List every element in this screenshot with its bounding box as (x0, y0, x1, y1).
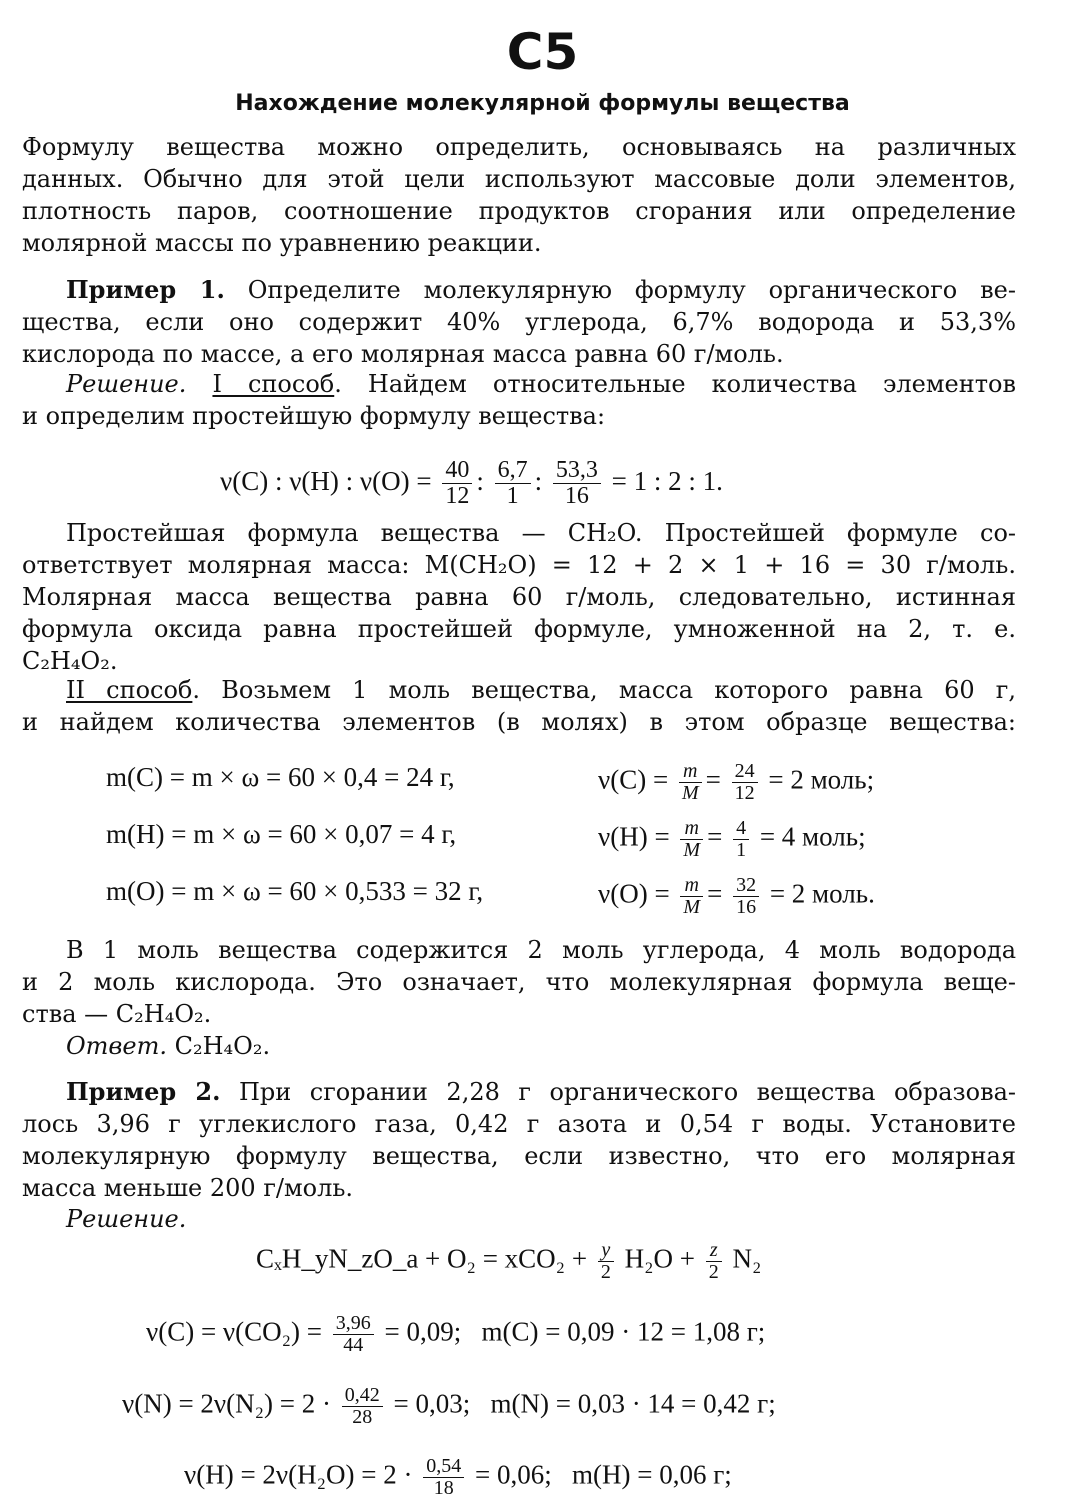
fraction: $\frac{m}{M}$ (679, 761, 702, 804)
simplest-line: ответствует молярная масса: M(CH₂O) = 12 + 2 × 1 + 16 = 30 г/моль. (22, 551, 1016, 579)
solution-label: Решение. (66, 370, 187, 398)
example2-problem-line: лось 3,96 г углекислого газа, 0,42 г азота и 0,54 г воды. Установите (22, 1110, 1016, 1138)
example2-problem-line: масса меньше 200 г/моль. (22, 1174, 354, 1202)
fraction: $\frac{4}{1}$ (733, 818, 749, 861)
intro-line: молярной массы по уравнению реакции. (22, 229, 542, 257)
fraction: $\frac{32}{16}$ (733, 875, 759, 918)
calc-row: ν(H) = 2ν(H₂O) = 2 · $\frac{0,54}{18}$ = 0,06; m(H) = 0,06 г; (184, 1455, 732, 1499)
simplest-line: Простейшая формула вещества — CH₂O. Простейшей формуле со- (66, 519, 1016, 547)
fraction: $\frac{m}{M}$ (680, 818, 703, 861)
example1-problem-line: кислорода по массе, а его молярная масса равна 60 г/моль. (22, 340, 784, 368)
answer-value: C₂H₄O₂. (174, 1032, 271, 1060)
example2-problem-line: молекулярную формулу вещества, если известно, что его молярная (22, 1142, 1016, 1170)
solution-label: Решение. (66, 1205, 187, 1233)
fraction: $\frac{y}{2}$ (598, 1240, 614, 1283)
fraction: $\frac{24}{12}$ (732, 761, 758, 804)
example2-label: Пример 2. (66, 1077, 221, 1106)
fraction: $\frac{m}{M}$ (680, 875, 703, 918)
conclusion-line: ства — C₂H₄O₂. (22, 1000, 212, 1028)
intro-line: Формулу вещества можно определить, основываясь на различных (22, 133, 1016, 161)
method1-label: I способ (212, 370, 335, 398)
simplest-line: Молярная масса вещества равна 60 г/моль, следовательно, истинная (22, 583, 1016, 611)
ratio-equation: ν(C) : ν(H) : ν(O) = $\frac{40}{12}$ : $\frac{6,7}{1}$ : $\frac{53,3}{16}$ = 1 : 2 : 1. (220, 457, 723, 510)
simplest-line: C₂H₄O₂. (22, 647, 118, 675)
answer-line (66, 1030, 1016, 1062)
section-code: С5 (506, 23, 579, 81)
reaction-equation: CₓH_yN_zO_a + O₂ = xCO₂ + $\frac{y}{2}$ H₂O + $\frac{z}{2}$ N₂ (256, 1239, 762, 1283)
fraction: $\frac{53,3}{16}$ (553, 458, 601, 509)
fraction: $\frac{6,7}{1}$ (495, 458, 531, 509)
answer-label: Ответ. (66, 1032, 167, 1060)
solution-label-line (66, 1203, 1016, 1235)
calc-row: ν(C) = ν(CO₂) = $\frac{3,96}{44}$ = 0,09; m(C) = 0,09 · 12 = 1,08 г; (146, 1312, 766, 1356)
method2-line: и найдем количества элементов (в молях) в этом образце вещества: (22, 708, 1016, 736)
fraction: $\frac{z}{2}$ (706, 1240, 722, 1283)
simplest-line: формула оксида равна простейшей формуле, умноженной на 2, т. е. (22, 615, 1016, 643)
example1-label: Пример 1. (66, 275, 225, 304)
fraction: $\frac{0,54}{18}$ (423, 1456, 464, 1499)
mass-row-mass: m(H) = m × ω = 60 × 0,07 = 4 г, (106, 819, 457, 849)
fraction: $\frac{3,96}{44}$ (333, 1313, 374, 1356)
intro-line: плотность паров, соотношение продуктов сгорания или определение (22, 197, 1016, 225)
method2-label: II способ (66, 676, 193, 704)
conclusion-line: В 1 моль вещества содержится 2 моль углерода, 4 моль водорода (66, 936, 1016, 964)
method1-line: Решение. I способ. Найдем относительные количества элементов (66, 370, 1016, 398)
calc-row: ν(N) = 2ν(N₂) = 2 · $\frac{0,42}{28}$ = 0,03; m(N) = 0,03 · 14 = 0,42 г; (122, 1384, 776, 1428)
method2-line: II способ. Возьмем 1 моль вещества, масса которого равна 60 г, (66, 676, 1017, 704)
conclusion-line: и 2 моль кислорода. Это означает, что молекулярная формула веще- (22, 968, 1016, 996)
fraction: $\frac{0,42}{28}$ (342, 1385, 383, 1428)
section-subtitle: Нахождение молекулярной формулы вещества (235, 91, 850, 116)
example2-problem-line: Пример 2. При сгорании 2,28 г органического вещества образова- (66, 1077, 1016, 1106)
mass-row-nu: ν(H) = $\frac{m}{M}$ = $\frac{4}{1}$ = 4 моль; (598, 817, 866, 861)
fraction: $\frac{40}{12}$ (442, 458, 472, 509)
mass-row-nu: ν(C) = $\frac{m}{M}$ = $\frac{24}{12}$ = 2 моль; (598, 760, 875, 804)
example1-problem-line: щества, если оно содержит 40% углерода, 6,7% водорода и 53,3% (22, 308, 1016, 336)
mass-row-mass: m(C) = m × ω = 60 × 0,4 = 24 г, (106, 762, 455, 792)
intro-line: данных. Обычно для этой цели используют массовые доли элементов, (22, 165, 1016, 193)
mass-row-mass: m(O) = m × ω = 60 × 0,533 = 32 г, (106, 876, 484, 906)
example1-problem-line: Пример 1. Определите молекулярную формулу органического ве- (66, 275, 1016, 304)
method1-line: и определим простейшую формулу вещества: (22, 402, 606, 430)
mass-row-nu: ν(O) = $\frac{m}{M}$ = $\frac{32}{16}$ = 2 моль. (598, 874, 875, 918)
